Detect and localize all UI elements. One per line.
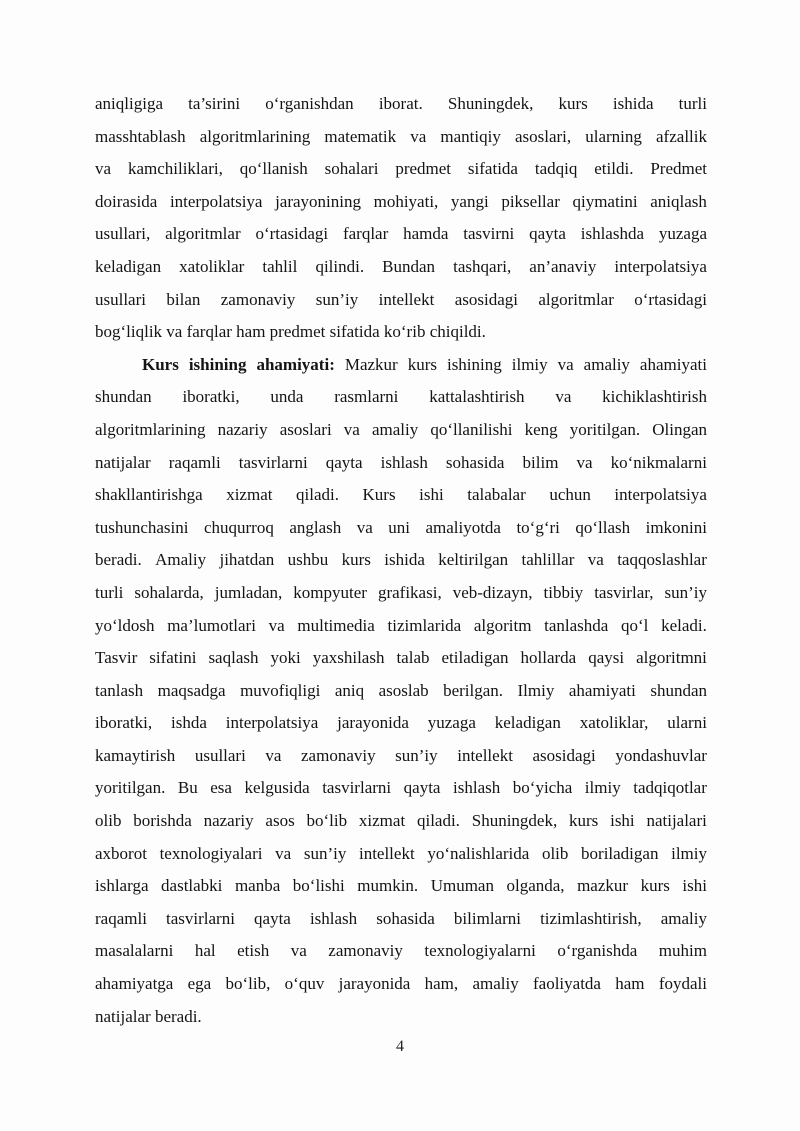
text-line: keladigan xatoliklar tahlil qilindi. Bundan tashqari, an’anaviy interpolatsiya [95, 256, 707, 276]
text-line: masshtablash algoritmlarining matematik va mantiqiy asoslari, ularning afzallik [95, 126, 707, 146]
text-line: Tasvir sifatini saqlash yoki yaxshilash talab etiladigan hollarda qaysi algoritmni [95, 648, 707, 668]
text-line: iboratki, ishda interpolatsiya jarayonida yuzaga keladigan xatoliklar, ularni [95, 713, 707, 733]
text-line: axborot texnologiyalari va sun’iy intellekt yoʻnalishlarida olib boriladigan ilmiy [95, 843, 707, 863]
text-line: Kurs ishining ahamiyati: Mazkur kurs ishining ilmiy va amaliy ahamiyati [142, 354, 707, 374]
text-line: shundan iboratki, unda rasmlarni kattalashtirish va kichiklashtirish [95, 387, 707, 407]
text-line: ishlarga dastlabki manba boʻlishi mumkin. Umuman olganda, mazkur kurs ishi [95, 876, 707, 896]
text-line: bogʻliqlik va farqlar ham predmet sifatida koʻrib chiqildi. [95, 322, 486, 342]
text-line: shakllantirishga xizmat qiladi. Kurs ishi talabalar uchun interpolatsiya [95, 485, 707, 505]
text-line: masalalarni hal etish va zamonaviy texnologiyalarni oʻrganishda muhim [95, 941, 707, 961]
text-line: ahamiyatga ega boʻlib, oʻquv jarayonida ham, amaliy faoliyatda ham foydali [95, 974, 707, 994]
text-line: doirasida interpolatsiya jarayonining mohiyati, yangi piksellar qiymatini aniqlash [95, 191, 707, 211]
body-text [95, 88, 707, 1033]
text-line: aniqligiga ta’sirini oʻrganishdan iborat. Shuningdek, kurs ishida turli [95, 94, 707, 113]
page-footer [0, 1038, 800, 1056]
text-line: yoritilgan. Bu esa kelgusida tasvirlarni qayta ishlash boʻyicha ilmiy tadqiqotlar [95, 778, 707, 798]
text-line: natijalar beradi. [95, 1006, 202, 1026]
text-line: turli sohalarda, jumladan, kompyuter grafikasi, veb-dizayn, tibbiy tasvirlar, sun’iy [95, 582, 707, 602]
text-line: algoritmlarining nazariy asoslari va amaliy qoʻllanilishi keng yoritilgan. Olingan [95, 419, 707, 439]
text-line: va kamchiliklari, qoʻllanish sohalari predmet sifatida tadqiq etildi. Predmet [95, 159, 707, 179]
text-line: olib borishda nazariy asos boʻlib xizmat qiladi. Shuningdek, kurs ishi natijalari [95, 811, 707, 831]
text-line: kamaytirish usullari va zamonaviy sun’iy intellekt asosidagi yondashuvlar [95, 745, 707, 765]
text-line: natijalar raqamli tasvirlarni qayta ishlash sohasida bilim va koʻnikmalarni [95, 452, 707, 472]
text-line: beradi. Amaliy jihatdan ushbu kurs ishida keltirilgan tahlillar va taqqoslashlar [95, 550, 707, 570]
text-line: usullari bilan zamonaviy sun’iy intellekt asosidagi algoritmlar oʻrtasidagi [95, 289, 707, 309]
text-line: usullari, algoritmlar oʻrtasidagi farqlar hamda tasvirni qayta ishlashda yuzaga [95, 224, 707, 244]
text-line: yoʻldosh ma’lumotlari va multimedia tizimlarida algoritm tanlashda qoʻl keladi. [95, 615, 707, 635]
text-line: tushunchasini chuqurroq anglash va uni amaliyotda toʻgʻri qoʻllash imkonini [95, 517, 707, 537]
text-line: tanlash maqsadga muvofiqligi aniq asoslab berilgan. Ilmiy ahamiyati shundan [95, 680, 707, 700]
text-line: raqamli tasvirlarni qayta ishlash sohasida bilimlarni tizimlashtirish, amaliy [95, 908, 707, 928]
page-number: 4 [396, 1038, 404, 1055]
